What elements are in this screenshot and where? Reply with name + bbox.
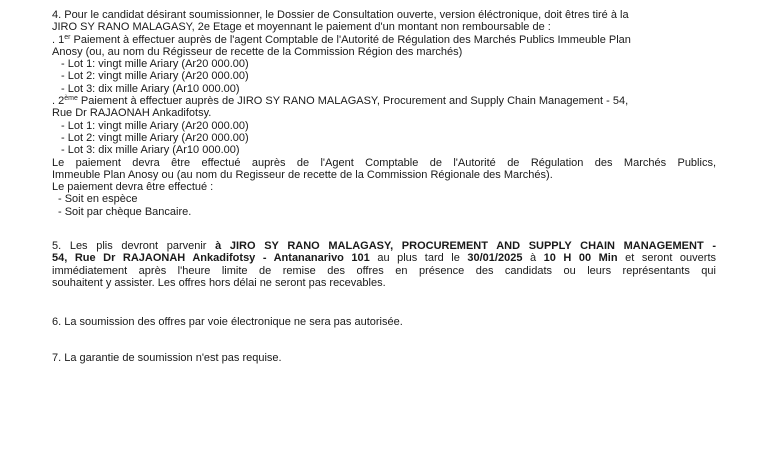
s5-line-1: [52, 240, 716, 252]
s4-payment-note-line-2: Immeuble Plan Anosy ou (au nom du Regisseur de recette de la Commission Régionale des Marchés).: [52, 168, 553, 181]
s5-line-2-at: à: [522, 252, 544, 265]
s4-payment-2-sup: ème: [64, 95, 78, 103]
s4-payment-2-lot-1: - Lot 1: vingt mille Ariary (Ar20 000.00): [61, 119, 249, 132]
s5-deadline-time: 10 H 00 Min: [543, 252, 618, 265]
s4-payment-2-line-1: [52, 95, 716, 107]
s4-intro-line-1: 4. Pour le candidat désirant soumissionner, le Dossier de Consultation ouverte, version éléctronique, doit êtres tiré à la: [52, 9, 629, 21]
s4-payment-2-prefix: . 2: [52, 95, 65, 108]
s4-payment-2-line-2: Rue Dr RAJAONAH Ankadifotsy.: [52, 107, 212, 120]
s5-line-1-lead: 5. Les plis devront parvenir: [52, 240, 216, 252]
s4-payment-2-text: Paiement à effectuer auprès de JIRO SY RANO MALAGASY, Procurement and Supply Chain Management - 54,: [77, 95, 629, 108]
s4-payment-2-lot-3: - Lot 3: dix mille Ariary (Ar10 000.00): [61, 144, 240, 157]
section-5: [52, 240, 716, 289]
s5-line-2-deadline-lead: au plus tard le: [369, 252, 468, 265]
s5-line-2: [52, 252, 716, 264]
s5-deadline-date: 30/01/2025: [467, 252, 523, 265]
s4-payment-1-lot-1: - Lot 1: vingt mille Ariary (Ar20 000.00): [61, 58, 249, 71]
s5-line-3: immédiatement après l'heure limite de remise des offres en présence des candidats ou leurs représentants qui: [52, 264, 716, 277]
s4-payment-2-lot-2: - Lot 2: vingt mille Ariary (Ar20 000.00): [61, 131, 249, 144]
s4-intro-line-2: JIRO SY RANO MALAGASY, 2e Etage et moyennant le paiement d'un montant non remboursable de :: [52, 21, 551, 34]
section-4: [52, 9, 716, 218]
s4-payment-mode-title: Le paiement devra être effectué :: [52, 181, 214, 194]
section-6: [52, 316, 716, 328]
s4-payment-note-line-1: Le paiement devra être effectué auprès de l'Agent Comptable de l'Autorité de Régulation des Marchés Publics,: [52, 156, 716, 169]
s4-payment-1-line-1: [52, 34, 716, 46]
s4-payment-1-sup: er: [64, 33, 71, 41]
s4-payment-1-prefix: . 1: [52, 33, 65, 46]
section-7: [52, 352, 716, 364]
s6-text: 6. La soumission des offres par voie électronique ne sera pas autorisée.: [52, 316, 403, 328]
s4-payment-1-lot-3: - Lot 3: dix mille Ariary (Ar10 000.00): [61, 82, 240, 95]
s7-text: 7. La garantie de soumission n'est pas requise.: [52, 352, 282, 364]
s4-payment-1-text: Paiement à effectuer auprès de l'agent Comptable de l'Autorité de Régulation des Marchés Publics Immeuble Plan: [70, 33, 631, 46]
s5-line-2-tail: et seront ouverts: [617, 252, 717, 265]
s4-payment-1-line-2: Anosy (ou, au nom du Régisseur de recette de la Commission Région des marchés): [52, 45, 463, 58]
s4-payment-mode-cash: - Soit en espèce: [58, 193, 138, 206]
s5-line-1-address: à JIRO SY RANO MALAGASY, PROCUREMENT AND SUPPLY CHAIN MANAGEMENT -: [215, 240, 716, 252]
s4-payment-1-lot-2: - Lot 2: vingt mille Ariary (Ar20 000.00): [61, 70, 249, 83]
s5-line-4: souhaitent y assister. Les offres hors délai ne seront pas recevables.: [52, 276, 386, 289]
s5-line-2-address: 54, Rue Dr RAJAONAH Ankadifotsy - Antananarivo 101: [52, 252, 370, 265]
s4-payment-mode-cheque: - Soit par chèque Bancaire.: [58, 205, 192, 218]
